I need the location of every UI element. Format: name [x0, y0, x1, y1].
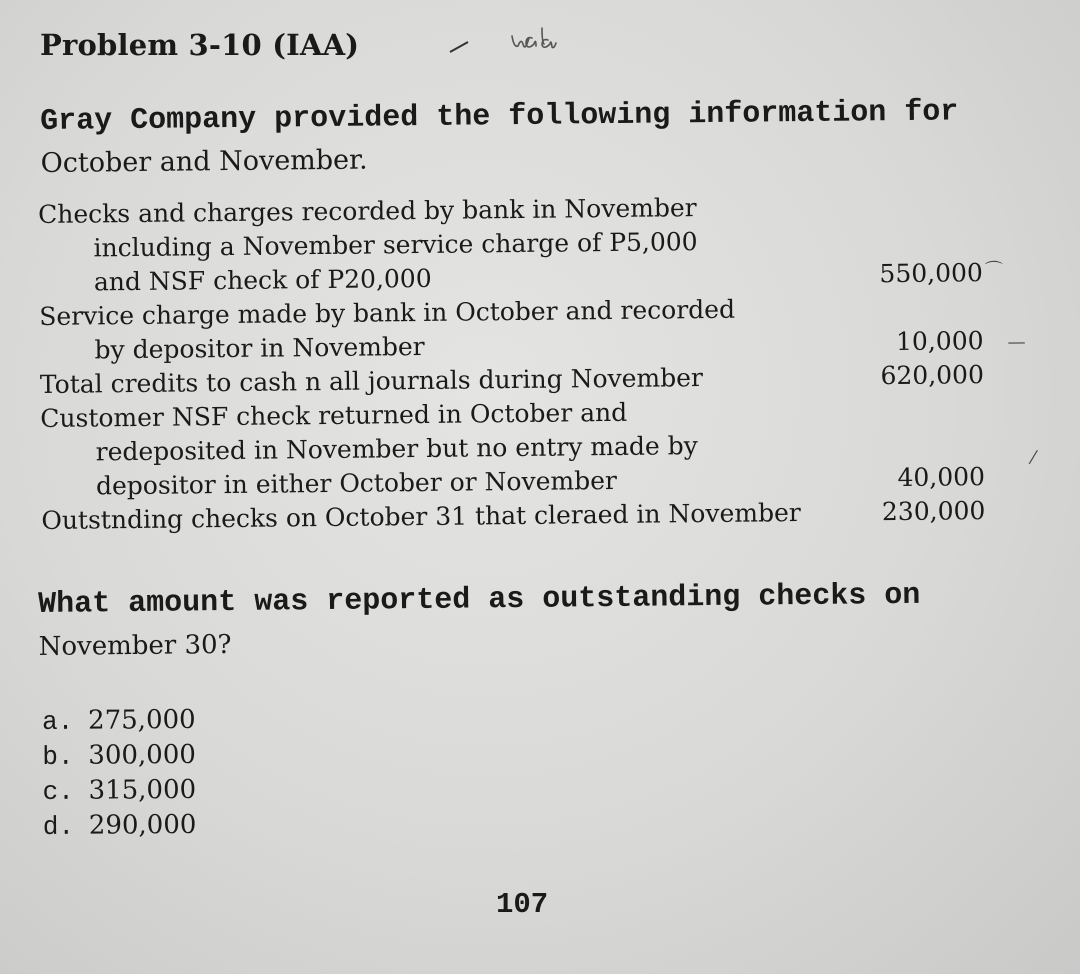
choice-value: 315,000 [88, 774, 197, 806]
choice-d [43, 808, 197, 844]
item-amount: 10,000 [895, 326, 984, 357]
item-text: Customer NSF check returned in October and [40, 397, 628, 433]
choice-c [42, 773, 196, 809]
intro-line-1: Gray Company provided the following information for [40, 95, 959, 139]
item-amount: 40,000 [897, 462, 986, 493]
item-text: Checks and charges recorded by bank in November [38, 193, 697, 229]
check-mark-icon: ⌒ [984, 259, 1003, 282]
item-text: redeposited in November but no entry made by [95, 431, 698, 467]
choice-letter: c. [42, 776, 74, 807]
question [38, 574, 1039, 668]
item-text: including a November service charge of P5,000 [93, 227, 698, 263]
problem-title: Problem 3-10 (IAA) [40, 28, 360, 62]
problem-intro [40, 92, 1031, 184]
intro-line-2: October and November. [40, 144, 368, 179]
list-item [38, 188, 1039, 300]
check-mark-icon: ⁄ [1031, 447, 1035, 469]
choice-a [42, 703, 196, 739]
list-item [40, 392, 1041, 504]
item-amount: 230,000 [881, 496, 986, 527]
list-item [39, 290, 1040, 368]
item-amount: 620,000 [880, 360, 985, 391]
choice-letter: d. [42, 811, 75, 842]
item-text: Service charge made by bank in October and recorded [39, 294, 736, 331]
question-line-2: November 30? [38, 629, 232, 662]
choice-b [42, 738, 196, 774]
choice-value: 300,000 [88, 739, 196, 771]
data-items-list [38, 188, 1042, 538]
choice-letter: b. [42, 741, 74, 772]
item-text: depositor in either October or November [95, 465, 618, 501]
choice-value: 275,000 [88, 704, 196, 736]
handwritten-note-icon [446, 22, 596, 62]
item-text: and NSF check of P20,000 [93, 263, 432, 297]
question-line-1: What amount was reported as outstanding checks on [38, 578, 921, 622]
item-amount: 550,000 [879, 258, 983, 289]
answer-choices [42, 703, 197, 844]
item-text: by depositor in November [94, 331, 425, 365]
choice-letter: a. [42, 706, 74, 737]
item-text: Outstnding checks on October 31 that cleraed in November [41, 498, 801, 535]
check-mark-icon: — [1007, 331, 1026, 353]
item-text: Total credits to cash n all journals during November [39, 363, 704, 399]
choice-value: 290,000 [88, 809, 197, 841]
page-number: 107 [496, 888, 549, 921]
